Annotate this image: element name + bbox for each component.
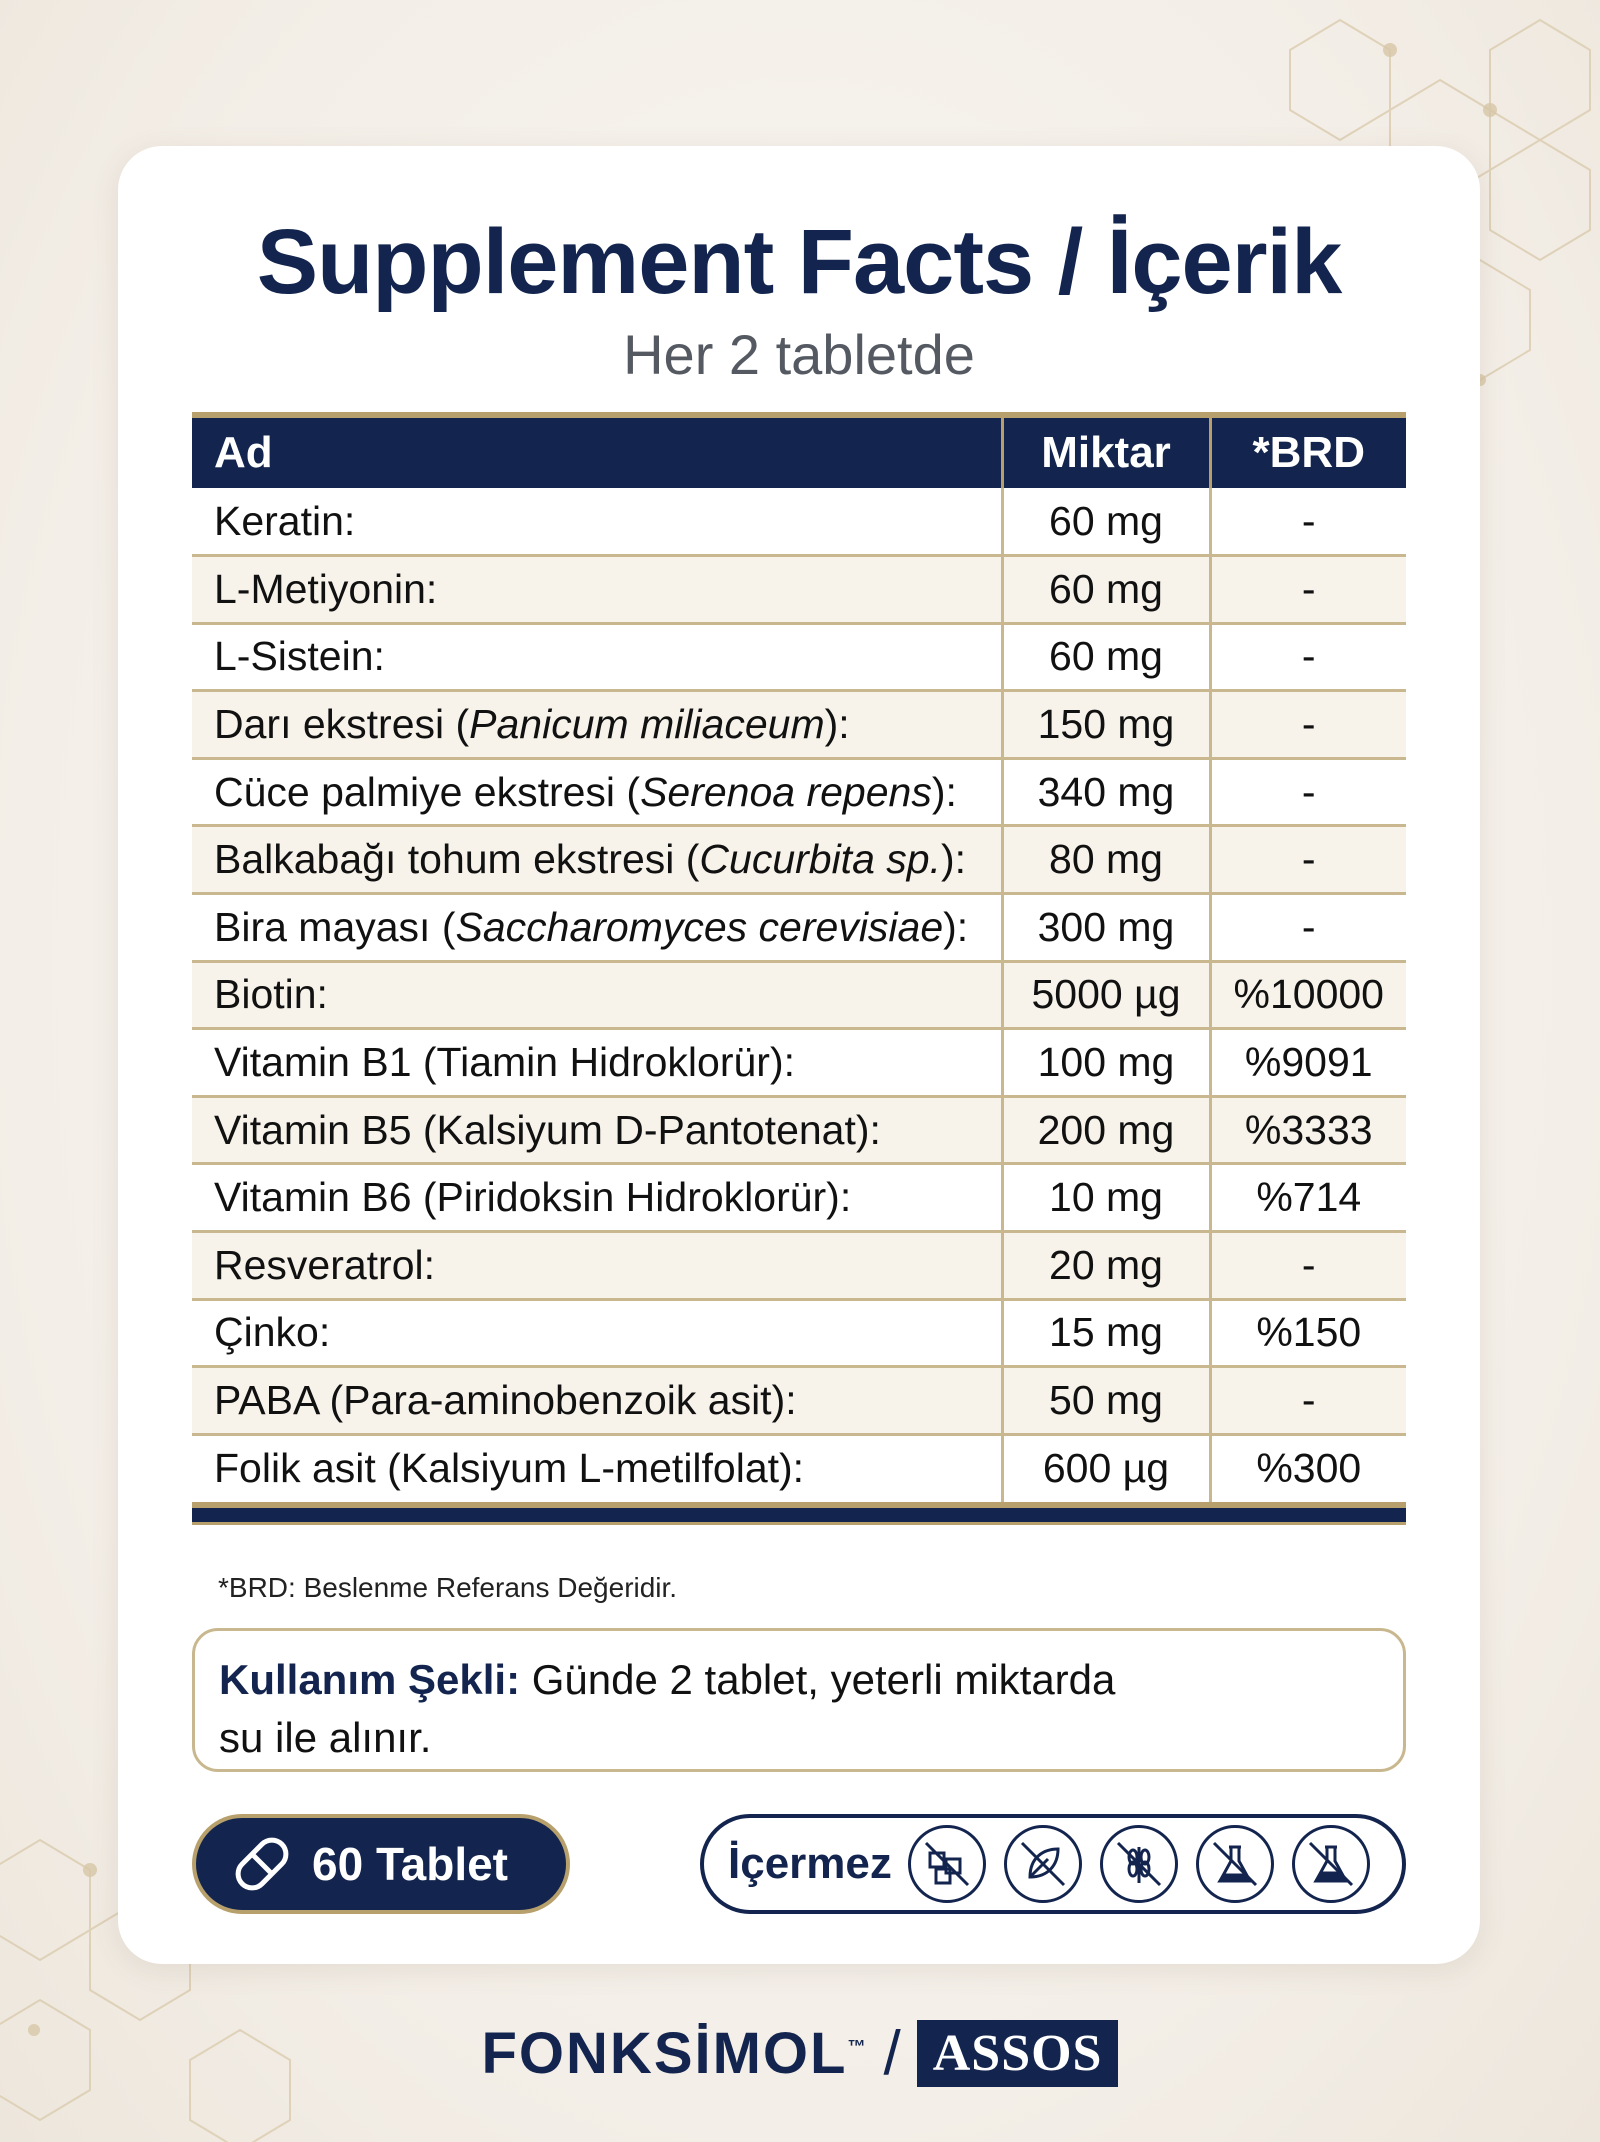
ingredient-name: Çinko: [192,1299,1002,1367]
ingredient-amount: 300 mg [1002,894,1210,962]
ingredient-amount: 150 mg [1002,691,1210,759]
ingredient-amount: 200 mg [1002,1096,1210,1164]
no-chemical-flask-icon [1196,1825,1274,1903]
ingredient-name: Vitamin B1 (Tiamin Hidroklorür): [192,1029,1002,1097]
ingredient-amount: 10 mg [1002,1164,1210,1232]
page-subtitle: Her 2 tabletde [623,323,975,386]
ingredient-name: Darı ekstresi (Panicum miliaceum): [192,691,1002,759]
usage-text: Günde 2 tablet, yeterli miktarda [520,1656,1116,1703]
brand-fonksimol-logo: FONKSİMOL™ [481,2020,868,2086]
usage-instructions-box [192,1628,1406,1772]
ingredient-brd: - [1210,1367,1406,1435]
ingredient-name: Vitamin B6 (Piridoksin Hidroklorür): [192,1164,1002,1232]
tablet-count-badge [192,1814,570,1914]
ingredient-brd: %3333 [1210,1096,1406,1164]
table-bottom-bar [192,1508,1406,1522]
table-row [192,1096,1406,1164]
ingredient-amount: 80 mg [1002,826,1210,894]
ingredient-amount: 15 mg [1002,1299,1210,1367]
no-additive-flask-icon [1292,1825,1370,1903]
table-row [192,488,1406,556]
ingredient-brd: - [1210,488,1406,556]
ingredient-brd: - [1210,894,1406,962]
brand-separator: / [883,2018,901,2088]
ingredient-brd: %714 [1210,1164,1406,1232]
usage-text-line2: su ile alınır. [219,1714,432,1761]
supplement-facts-card [118,146,1480,1964]
ingredient-brd: %9091 [1210,1029,1406,1097]
ingredient-brd: - [1210,758,1406,826]
usage-label: Kullanım Şekli: [219,1656,521,1703]
column-header-brd: *BRD [1210,418,1406,488]
ingredient-brd: - [1210,623,1406,691]
ingredient-name: Keratin: [192,488,1002,556]
table-header-row [192,418,1406,488]
ingredient-name: L-Metiyonin: [192,556,1002,624]
table-row [192,691,1406,759]
ingredient-amount: 60 mg [1002,623,1210,691]
free-from-box [700,1814,1406,1914]
tablet-count: 60 Tablet [312,1838,508,1890]
latin-name: Saccharomyces cerevisiae [455,903,944,950]
column-header-amount: Miktar [1002,418,1210,488]
latin-name: Serenoa repens [640,768,932,815]
table-row [192,1164,1406,1232]
table-row [192,1299,1406,1367]
no-gluten-icon [1100,1825,1178,1903]
ingredient-name: L-Sistein: [192,623,1002,691]
column-header-name: Ad [192,418,1002,488]
table-row [192,1367,1406,1435]
brand-assos-logo: ASSOS [917,2020,1119,2087]
ingredient-amount: 340 mg [1002,758,1210,826]
no-sugar-icon [908,1825,986,1903]
ingredient-name: Vitamin B5 (Kalsiyum D-Pantotenat): [192,1096,1002,1164]
table-bottom-gold-line-2 [192,1522,1406,1525]
table-row [192,758,1406,826]
table-row [192,623,1406,691]
ingredient-brd: %150 [1210,1299,1406,1367]
table-row [192,1029,1406,1097]
brd-footnote: *BRD: Beslenme Referans Değeridir. [218,1572,678,1603]
page-title: Supplement Facts / İçerik [256,211,1342,313]
ingredient-name: Biotin: [192,961,1002,1029]
table-row [192,1434,1406,1502]
ingredient-name: Resveratrol: [192,1232,1002,1300]
ingredient-name: Bira mayası (Saccharomyces cerevisiae): [192,894,1002,962]
latin-name: Panicum miliaceum [469,701,825,748]
ingredient-brd: - [1210,826,1406,894]
capsule-icon [230,1832,294,1896]
ingredient-brd: %10000 [1210,961,1406,1029]
ingredient-name: Balkabağı tohum ekstresi (Cucurbita sp.): [192,826,1002,894]
ingredient-amount: 20 mg [1002,1232,1210,1300]
supplement-table [192,412,1406,1525]
free-from-label: İçermez [728,1839,892,1888]
no-leaf-icon [1004,1825,1082,1903]
ingredient-amount: 60 mg [1002,556,1210,624]
table-row [192,556,1406,624]
table-row [192,826,1406,894]
ingredient-amount: 100 mg [1002,1029,1210,1097]
ingredient-name: PABA (Para-aminobenzoik asit): [192,1367,1002,1435]
ingredient-brd: - [1210,691,1406,759]
latin-name: Cucurbita sp. [699,836,941,883]
ingredient-amount: 600 µg [1002,1434,1210,1502]
brand-footer [0,2016,1600,2090]
ingredient-brd: - [1210,556,1406,624]
ingredient-name: Cüce palmiye ekstresi (Serenoa repens): [192,758,1002,826]
ingredient-amount: 50 mg [1002,1367,1210,1435]
ingredient-amount: 60 mg [1002,488,1210,556]
table-row [192,894,1406,962]
ingredient-name: Folik asit (Kalsiyum L-metilfolat): [192,1434,1002,1502]
table-row [192,961,1406,1029]
ingredient-brd: %300 [1256,1445,1362,1492]
ingredient-amount: 5000 µg [1002,961,1210,1029]
ingredient-brd: - [1210,1232,1406,1300]
table-row [192,1232,1406,1300]
